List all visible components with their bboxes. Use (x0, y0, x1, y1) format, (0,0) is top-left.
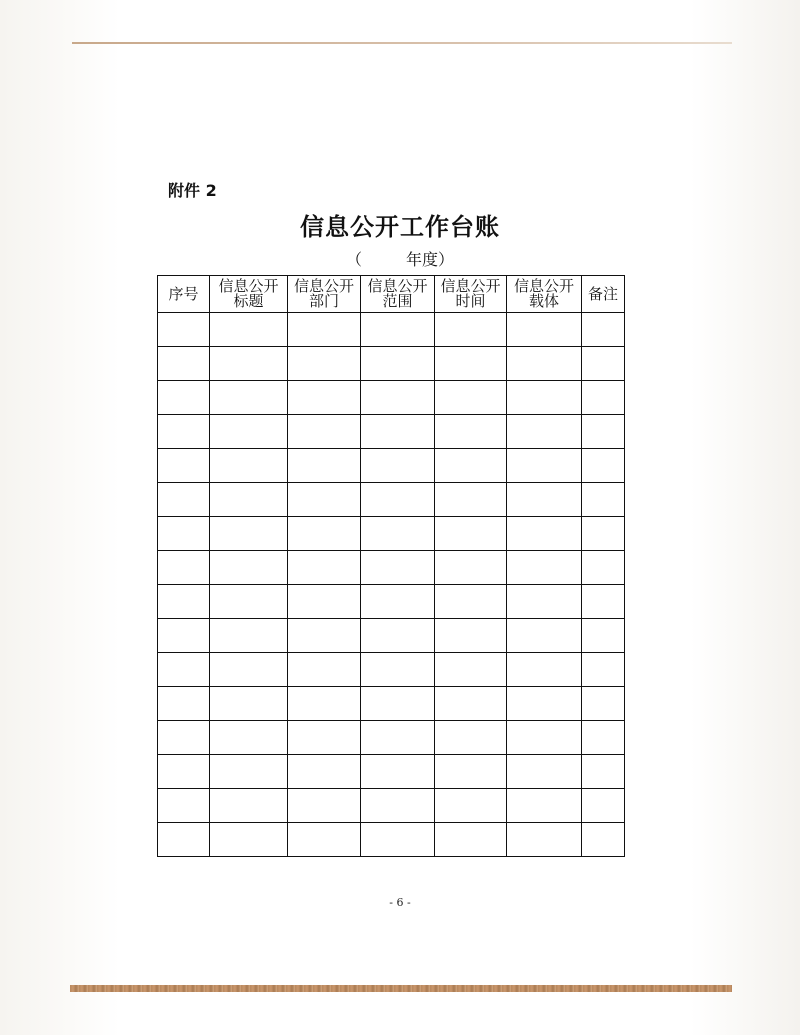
attachment-label: 附件 2 (168, 181, 217, 200)
column-header-line2: 时间 (455, 292, 486, 310)
table-cell (288, 823, 361, 857)
table-cell (582, 449, 625, 483)
table-cell (435, 653, 507, 687)
table-row (158, 551, 625, 585)
table-cell (435, 381, 507, 415)
table-cell (507, 823, 582, 857)
table-cell (210, 483, 288, 517)
column-header-line2: 载体 (528, 292, 559, 310)
table-row (158, 585, 625, 619)
table-cell (435, 551, 507, 585)
table-cell (361, 517, 435, 551)
table-cell (582, 653, 625, 687)
table-cell (158, 449, 210, 483)
header-row (158, 276, 625, 313)
table-cell (210, 585, 288, 619)
table-cell (435, 449, 507, 483)
column-header (210, 276, 288, 313)
table-cell (361, 687, 435, 721)
table-cell (210, 687, 288, 721)
table-cell (288, 415, 361, 449)
table-cell (210, 347, 288, 381)
table-cell (158, 687, 210, 721)
table-cell (582, 313, 625, 347)
column-header-line1: 信息公开 (218, 277, 279, 295)
table-cell (361, 381, 435, 415)
ledger-table (157, 275, 625, 857)
table-cell (210, 653, 288, 687)
table-row (158, 449, 625, 483)
table-cell (288, 483, 361, 517)
table-cell (507, 551, 582, 585)
table-cell (435, 619, 507, 653)
table-cell (288, 313, 361, 347)
table-cell (361, 551, 435, 585)
table-cell (288, 721, 361, 755)
table-cell (158, 585, 210, 619)
table-cell (507, 789, 582, 823)
column-header-line2: 范围 (382, 292, 413, 310)
year-open-paren: （ (345, 250, 362, 269)
table-cell (361, 415, 435, 449)
table-cell (210, 721, 288, 755)
table-cell (158, 653, 210, 687)
table-cell (210, 551, 288, 585)
table-cell (507, 381, 582, 415)
table-cell (288, 347, 361, 381)
table-row (158, 517, 625, 551)
table-cell (288, 619, 361, 653)
table-cell (210, 381, 288, 415)
table-cell (507, 415, 582, 449)
table-row (158, 687, 625, 721)
table-cell (158, 619, 210, 653)
table-cell (361, 721, 435, 755)
table-cell (210, 449, 288, 483)
table-cell (361, 449, 435, 483)
column-header-line1: 信息公开 (367, 277, 428, 295)
column-header (158, 276, 210, 313)
table-cell (582, 517, 625, 551)
table-cell (361, 313, 435, 347)
table-cell (288, 755, 361, 789)
table-cell (361, 619, 435, 653)
table-cell (361, 823, 435, 857)
table-cell (158, 381, 210, 415)
column-header (288, 276, 361, 313)
table-cell (158, 517, 210, 551)
table-cell (507, 483, 582, 517)
table-cell (582, 415, 625, 449)
table-row (158, 415, 625, 449)
year-line (0, 247, 800, 270)
table-cell (288, 789, 361, 823)
table-cell (582, 619, 625, 653)
table-cell (210, 789, 288, 823)
table-cell (210, 313, 288, 347)
table-cell (582, 347, 625, 381)
table-cell (158, 551, 210, 585)
table-cell (435, 789, 507, 823)
table-cell (158, 755, 210, 789)
column-header-line1: 序号 (168, 284, 199, 303)
table-row (158, 823, 625, 857)
table-cell (507, 347, 582, 381)
table-cell (582, 381, 625, 415)
column-header-line1: 信息公开 (293, 277, 354, 295)
table-cell (288, 517, 361, 551)
table-cell (210, 823, 288, 857)
table-cell (507, 619, 582, 653)
table-cell (582, 755, 625, 789)
table-cell (435, 823, 507, 857)
table-cell (361, 483, 435, 517)
table-cell (507, 517, 582, 551)
table-cell (507, 313, 582, 347)
table-cell (361, 755, 435, 789)
table-cell (582, 483, 625, 517)
table-cell (158, 721, 210, 755)
table-cell (158, 415, 210, 449)
year-suffix: 年度） (406, 250, 455, 269)
table-cell (361, 653, 435, 687)
table-cell (507, 721, 582, 755)
table-cell (435, 687, 507, 721)
column-header (582, 276, 625, 313)
table-row (158, 755, 625, 789)
table-cell (435, 483, 507, 517)
column-header (361, 276, 435, 313)
table-cell (158, 823, 210, 857)
table-row (158, 313, 625, 347)
table-cell (582, 721, 625, 755)
table-cell (507, 755, 582, 789)
table-cell (158, 483, 210, 517)
table-row (158, 347, 625, 381)
table-cell (435, 517, 507, 551)
column-header-line1: 信息公开 (440, 277, 501, 295)
table-cell (582, 585, 625, 619)
paper-top-edge (72, 42, 732, 44)
page-title: 信息公开工作台账 (300, 213, 500, 241)
table-cell (435, 347, 507, 381)
table-cell (288, 653, 361, 687)
table-cell (361, 585, 435, 619)
table-cell (210, 619, 288, 653)
table-cell (288, 551, 361, 585)
table-cell (158, 347, 210, 381)
table-cell (361, 347, 435, 381)
column-header (507, 276, 582, 313)
table-cell (507, 653, 582, 687)
table-cell (435, 415, 507, 449)
paper-bottom-edge (70, 985, 732, 992)
column-header-line2: 标题 (233, 292, 264, 310)
table-cell (435, 585, 507, 619)
table-cell (582, 687, 625, 721)
column-header (435, 276, 507, 313)
table-row (158, 653, 625, 687)
table-row (158, 619, 625, 653)
table-cell (435, 313, 507, 347)
table-cell (582, 789, 625, 823)
table-cell (507, 687, 582, 721)
table-cell (288, 585, 361, 619)
table-cell (435, 721, 507, 755)
table-cell (288, 381, 361, 415)
table-row (158, 381, 625, 415)
table-cell (582, 823, 625, 857)
table-row (158, 483, 625, 517)
table-body (158, 313, 625, 857)
table-cell (582, 551, 625, 585)
column-header-line1: 备注 (587, 284, 618, 303)
table-cell (435, 755, 507, 789)
table-row (158, 721, 625, 755)
column-header-line1: 信息公开 (513, 277, 574, 295)
table-cell (158, 313, 210, 347)
table-cell (361, 789, 435, 823)
table-row (158, 789, 625, 823)
column-header-line2: 部门 (308, 292, 339, 310)
table-cell (210, 415, 288, 449)
table-cell (507, 585, 582, 619)
table-cell (210, 517, 288, 551)
table-cell (210, 755, 288, 789)
table-cell (507, 449, 582, 483)
page-number: - 6 - (389, 896, 411, 909)
table-cell (288, 687, 361, 721)
table-cell (288, 449, 361, 483)
table-cell (158, 789, 210, 823)
